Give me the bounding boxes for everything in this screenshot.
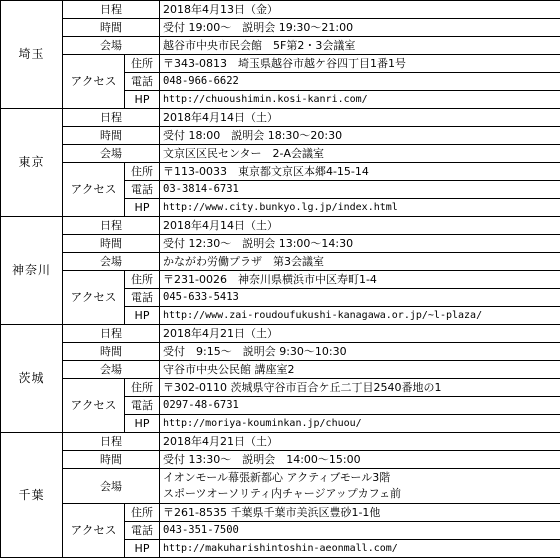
label-date: 日程 [63,109,160,127]
row-time [1,343,560,361]
region-name: 東京 [1,109,63,217]
label-phone: 電話 [125,181,160,199]
label-hp: HP [125,199,160,217]
label-time: 時間 [63,451,160,469]
label-address: 住所 [125,379,160,397]
label-hp: HP [125,307,160,325]
time-value: 受付 13:30～ 説明会 14:00～15:00 [160,451,560,469]
row-venue [1,469,560,504]
region-name: 茨城 [1,325,63,433]
label-date: 日程 [63,325,160,343]
date-value: 2018年4月21日（土） [160,433,560,451]
address-value: 〒231-0026 神奈川県横浜市中区寿町1-4 [160,271,560,289]
address-value: 〒113-0033 東京都文京区本郷4-15-14 [160,163,560,181]
row-address [1,163,560,181]
date-value: 2018年4月13日（金） [160,1,560,19]
row-time [1,451,560,469]
row-date [1,109,560,127]
label-address: 住所 [125,55,160,73]
label-time: 時間 [63,19,160,37]
row-date [1,433,560,451]
label-venue: 会場 [63,361,160,379]
label-access: アクセス [63,55,125,109]
hp-link: http://www.city.bunkyo.lg.jp/index.html [160,199,560,217]
venue-value [160,37,560,55]
venue-line: スポーツオーソリティ内チャージアップカフェ前 [163,486,557,502]
label-access: アクセス [63,379,125,433]
label-hp: HP [125,540,160,558]
date-value: 2018年4月21日（土） [160,325,560,343]
venue-value [160,361,560,379]
label-hp: HP [125,415,160,433]
time-value: 受付 18:00 説明会 18:30～20:30 [160,127,560,145]
row-date [1,1,560,19]
hp-link: http://chuoushimin.kosi-kanri.com/ [160,91,560,109]
label-venue: 会場 [63,253,160,271]
time-value: 受付 12:30～ 説明会 13:00～14:30 [160,235,560,253]
label-address: 住所 [125,163,160,181]
label-date: 日程 [63,433,160,451]
row-address [1,55,560,73]
address-value: 〒302-0110 茨城県守谷市百合ケ丘二丁目2540番地の1 [160,379,560,397]
label-access: アクセス [63,271,125,325]
row-venue [1,253,560,271]
address-value: 〒261-8535 千葉県千葉市美浜区豊砂1-1他 [160,504,560,522]
label-access: アクセス [63,504,125,558]
venue-value [160,145,560,163]
date-value: 2018年4月14日（土） [160,109,560,127]
row-date [1,325,560,343]
row-time [1,19,560,37]
label-phone: 電話 [125,289,160,307]
row-address [1,271,560,289]
phone-value: 048-966-6622 [160,73,560,91]
label-venue: 会場 [63,145,160,163]
label-date: 日程 [63,217,160,235]
label-time: 時間 [63,343,160,361]
row-venue [1,361,560,379]
venue-value [160,253,560,271]
hp-link: http://moriya-kouminkan.jp/chuou/ [160,415,560,433]
label-time: 時間 [63,235,160,253]
phone-value: 043-351-7500 [160,522,560,540]
venue-line: 守谷市中央公民館 講座室2 [163,362,557,377]
row-address [1,379,560,397]
label-phone: 電話 [125,397,160,415]
address-value: 〒343-0813 埼玉県越谷市越ケ谷四丁目1番1号 [160,55,560,73]
venue-line: 越谷市中央市民会館 5F第2・3会議室 [163,38,557,53]
row-time [1,235,560,253]
label-address: 住所 [125,504,160,522]
label-address: 住所 [125,271,160,289]
label-phone: 電話 [125,73,160,91]
label-hp: HP [125,91,160,109]
region-name: 埼玉 [1,1,63,109]
label-time: 時間 [63,127,160,145]
venue-line: かながわ労働プラザ 第3会議室 [163,254,557,269]
row-time [1,127,560,145]
hp-link: http://www.zai-roudoufukushi-kanagawa.or.jp/~l-plaza/ [160,307,560,325]
label-venue: 会場 [63,37,160,55]
label-phone: 電話 [125,522,160,540]
date-value: 2018年4月14日（土） [160,217,560,235]
label-date: 日程 [63,1,160,19]
venue-line: 文京区区民センター 2-A会議室 [163,146,557,161]
schedule-table-body [1,1,560,558]
row-date [1,217,560,235]
time-value: 受付 9:15～ 説明会 9:30～10:30 [160,343,560,361]
region-name: 神奈川 [1,217,63,325]
label-access: アクセス [63,163,125,217]
hp-link: http://makuharishintoshin-aeonmall.com/ [160,540,560,558]
region-name: 千葉 [1,433,63,558]
row-venue [1,37,560,55]
label-venue: 会場 [63,469,160,504]
venue-value [160,469,560,504]
row-address [1,504,560,522]
phone-value: 0297-48-6731 [160,397,560,415]
venue-line: イオンモール幕張新都心 アクティブモール3階 [163,470,557,486]
row-venue [1,145,560,163]
phone-value: 045-633-5413 [160,289,560,307]
time-value: 受付 19:00～ 説明会 19:30～21:00 [160,19,560,37]
phone-value: 03-3814-6731 [160,181,560,199]
